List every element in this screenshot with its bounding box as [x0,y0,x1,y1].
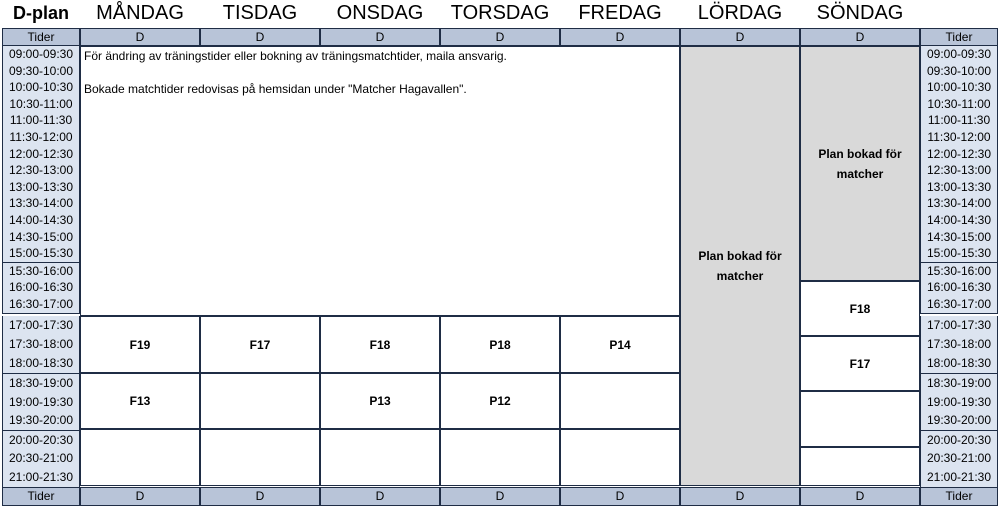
time-column-right [920,46,998,486]
time-label: 14:00-14:30 [920,212,998,229]
day-sunday: SÖNDAG [816,2,904,24]
time-label: 09:30-10:00 [2,63,80,80]
header-tider-left: Tider [2,28,80,46]
header-field-tuesday: D [200,28,320,46]
slot-sunday-1900 [800,391,920,447]
footer-field-thursday: D [440,487,560,506]
day-saturday: LÖRDAG [697,2,783,24]
slot-friday-1700: P14 [560,316,680,373]
slot-tuesday-1700: F17 [200,316,320,373]
time-label: 17:30-18:00 [2,335,80,354]
time-label: 12:30-13:00 [920,162,998,179]
slot-monday-1830: F13 [80,373,200,429]
time-label: 19:30-20:00 [2,411,80,431]
time-label: 12:30-13:00 [2,162,80,179]
time-label: 11:30-12:00 [920,129,998,146]
time-label: 18:30-19:00 [2,374,80,393]
time-label: 15:30-16:00 [2,263,80,280]
time-label: 14:30-15:00 [920,229,998,246]
footer-tider-left: Tider [2,487,80,506]
time-label: 10:00-10:30 [2,79,80,96]
time-label: 13:30-14:00 [2,195,80,212]
header-field-friday: D [560,28,680,46]
time-label: 10:30-11:00 [2,96,80,113]
time-label: 10:00-10:30 [920,79,998,96]
time-label: 18:00-18:30 [2,354,80,374]
slot-sunday-2030 [800,447,920,486]
time-label: 15:00-15:30 [2,245,80,263]
slot-thursday-2000 [440,429,560,486]
info-notes [80,46,680,316]
day-wednesday: ONSDAG [336,2,424,24]
day-thursday: TORSDAG [450,2,550,24]
time-label: 18:30-19:00 [920,374,998,393]
time-label: 14:30-15:00 [2,229,80,246]
time-label: 20:30-21:00 [2,449,80,468]
slot-sunday-1600: F18 [800,281,920,336]
footer-field-saturday: D [680,487,800,506]
slot-sunday-1730: F17 [800,336,920,391]
slot-tuesday-1830 [200,373,320,429]
slot-friday-1830 [560,373,680,429]
time-label: 16:00-16:30 [2,279,80,296]
time-label: 20:00-20:30 [920,431,998,450]
slot-thursday-1700: P18 [440,316,560,373]
time-label: 18:00-18:30 [920,354,998,374]
footer-field-monday: D [80,487,200,506]
time-label: 15:00-15:30 [920,245,998,263]
slot-wednesday-1830: P13 [320,373,440,429]
day-monday: MÅNDAG [96,2,184,24]
sunday-booked-block: Plan bokad för matcher [800,46,920,281]
header-tider-right: Tider [920,28,998,46]
time-label: 13:00-13:30 [2,179,80,196]
slot-friday-2000 [560,429,680,486]
saturday-booked-block: Plan bokad för matcher [680,46,800,486]
time-label: 17:00-17:30 [2,316,80,335]
footer-field-wednesday: D [320,487,440,506]
footer-field-sunday: D [800,487,920,506]
slot-tuesday-2000 [200,429,320,486]
time-label: 16:30-17:00 [920,296,998,314]
slot-thursday-1830: P12 [440,373,560,429]
day-tuesday: TISDAG [222,2,298,24]
time-label: 11:30-12:00 [2,129,80,146]
info-note-change-times: För ändring av träningstider eller bokning av träningsmatchtider, maila ansvarig. [84,49,507,63]
slot-monday-1700: F19 [80,316,200,373]
time-label: 09:00-09:30 [920,46,998,63]
day-friday: FREDAG [578,2,662,24]
plan-title: D-plan [13,3,69,23]
time-label: 21:00-21:30 [920,468,998,488]
footer-tider-right: Tider [920,487,998,506]
time-label: 11:00-11:30 [2,112,80,129]
info-note-match-times: Bokade matchtider redovisas på hemsidan under "Matcher Hagavallen". [84,82,467,97]
slot-wednesday-2000 [320,429,440,486]
header-field-sunday: D [800,28,920,46]
time-label: 11:00-11:30 [920,112,998,129]
time-label: 16:00-16:30 [920,279,998,296]
time-label: 20:30-21:00 [920,449,998,468]
time-label: 15:30-16:00 [920,263,998,280]
time-label: 12:00-12:30 [920,146,998,163]
time-label: 14:00-14:30 [2,212,80,229]
time-label: 13:00-13:30 [920,179,998,196]
time-label: 13:30-14:00 [920,195,998,212]
time-label: 19:30-20:00 [920,411,998,431]
footer-field-tuesday: D [200,487,320,506]
header-field-monday: D [80,28,200,46]
header-field-wednesday: D [320,28,440,46]
time-label: 20:00-20:30 [2,431,80,450]
time-label: 09:00-09:30 [2,46,80,63]
time-label: 21:00-21:30 [2,468,80,488]
time-column-left [2,46,80,486]
time-label: 17:30-18:00 [920,335,998,354]
time-label: 10:30-11:00 [920,96,998,113]
time-label: 19:00-19:30 [2,393,80,412]
header-field-saturday: D [680,28,800,46]
slot-wednesday-1700: F18 [320,316,440,373]
time-label: 12:00-12:30 [2,146,80,163]
time-label: 09:30-10:00 [920,63,998,80]
slot-monday-2000 [80,429,200,486]
time-label: 17:00-17:30 [920,316,998,335]
footer-field-friday: D [560,487,680,506]
time-label: 19:00-19:30 [920,393,998,412]
header-field-thursday: D [440,28,560,46]
time-label: 16:30-17:00 [2,296,80,314]
